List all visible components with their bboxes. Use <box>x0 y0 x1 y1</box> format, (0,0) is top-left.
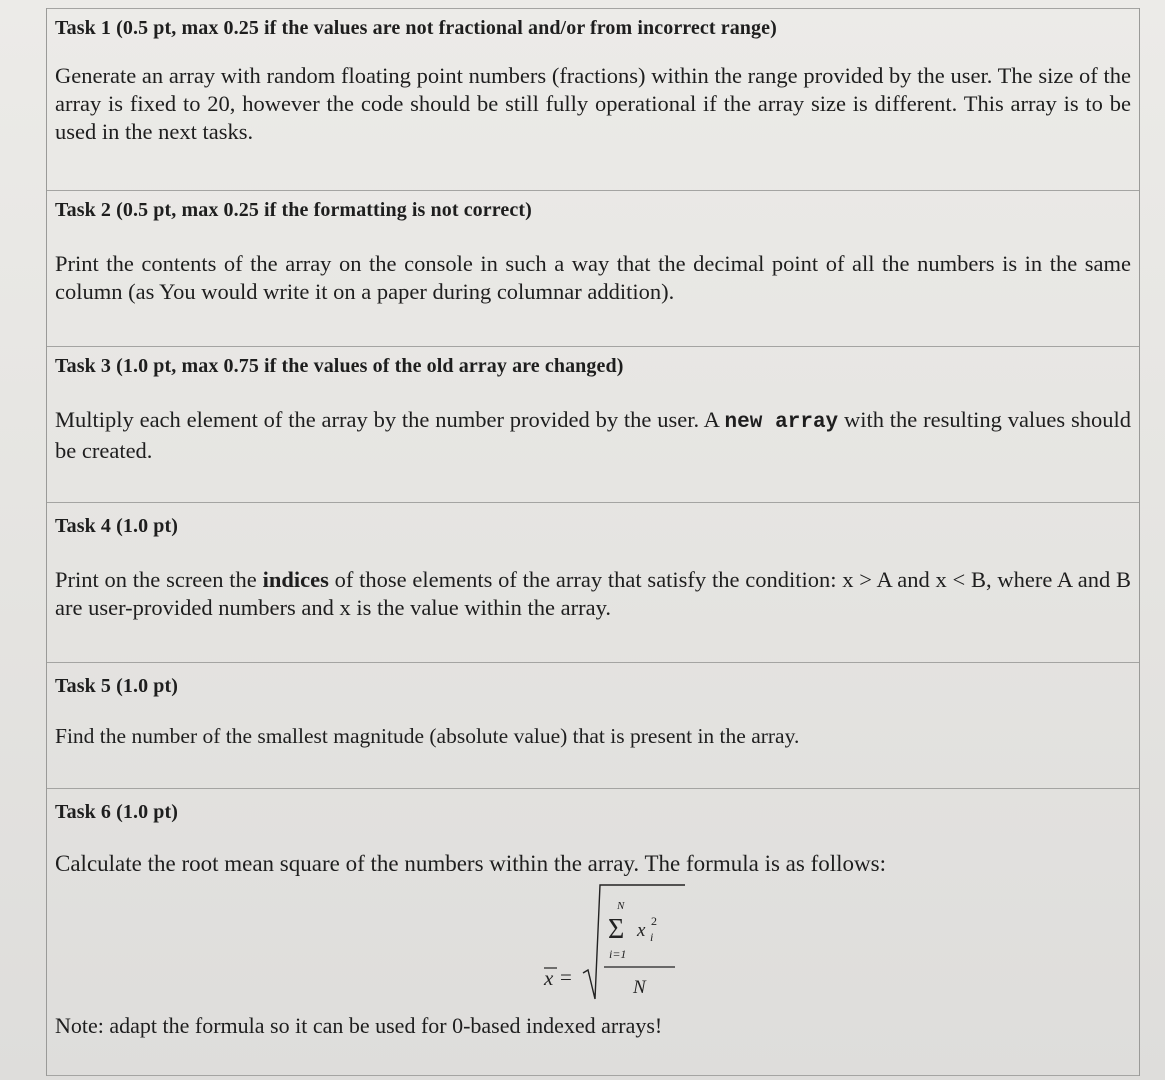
formula-sum-lower: i=1 <box>609 947 627 961</box>
rms-formula <box>487 881 687 1011</box>
task-3-body <box>55 406 1131 465</box>
task-5-title: Task 5 (1.0 pt) <box>55 675 179 697</box>
task-1-body: Generate an array with random floating point numbers (fractions) within the range provided by the user. The size of the array is fixed to 20, however the code should be still fully operational if the array size is different. This array is to be used in the next tasks. <box>55 63 1131 144</box>
formula-sum-upper: N <box>617 900 625 912</box>
task-2-body: Print the contents of the array on the console in such a way that the decimal point of all the numbers is in the same column (as You would write it on a paper during columnar addition). <box>55 251 1131 304</box>
task-4-title: Task 4 (1.0 pt) <box>55 515 179 537</box>
task-4-body-part2: of those elements of the array that satisfy the condition: x > A and x < B, where A and B are user-provided numbers and x is the value within the array. <box>55 567 1131 620</box>
task-6-note: Note: adapt the formula so it can be used for 0-based indexed arrays! <box>55 1013 663 1038</box>
task-table <box>46 8 1140 1076</box>
task-3-body-part2: with the resulting values should be created. <box>55 407 1132 463</box>
formula-sum-symbol: Σ <box>608 914 625 945</box>
formula-term: x <box>637 920 646 941</box>
formula-equals: = <box>560 965 572 989</box>
task-4-body <box>55 566 1131 622</box>
task-1-title: Task 1 (0.5 pt, max 0.25 if the values are not fractional and/or from incorrect range) <box>55 17 777 39</box>
formula-lhs: x <box>544 966 554 990</box>
task-4-cell <box>47 502 1139 662</box>
task-6-cell <box>47 788 1139 1076</box>
task-3-body-part1: Multiply each element of the array by the number provided by the user. A <box>55 407 725 432</box>
task-2-title: Task 2 (0.5 pt, max 0.25 if the formatting is not correct) <box>55 199 532 221</box>
task-1-cell <box>47 8 1139 190</box>
task-3-cell <box>47 346 1139 502</box>
task-4-body-emphasis: indices <box>262 567 329 592</box>
task-4-body-part1: Print on the screen the <box>55 567 263 592</box>
formula-denominator: N <box>633 977 646 998</box>
formula-term-sup: 2 <box>651 914 657 928</box>
task-6-title: Task 6 (1.0 pt) <box>55 801 179 823</box>
task-5-body: Find the number of the smallest magnitude (absolute value) that is present in the array. <box>55 724 800 748</box>
task-3-title: Task 3 (1.0 pt, max 0.75 if the values of the old array are changed) <box>55 355 624 377</box>
task-2-cell <box>47 190 1139 346</box>
formula-term-sub: i <box>650 930 654 944</box>
task-6-body: Calculate the root mean square of the numbers within the array. The formula is as follows: <box>55 851 886 876</box>
task-5-cell <box>47 662 1139 788</box>
task-3-body-emphasis: new array <box>724 411 839 434</box>
